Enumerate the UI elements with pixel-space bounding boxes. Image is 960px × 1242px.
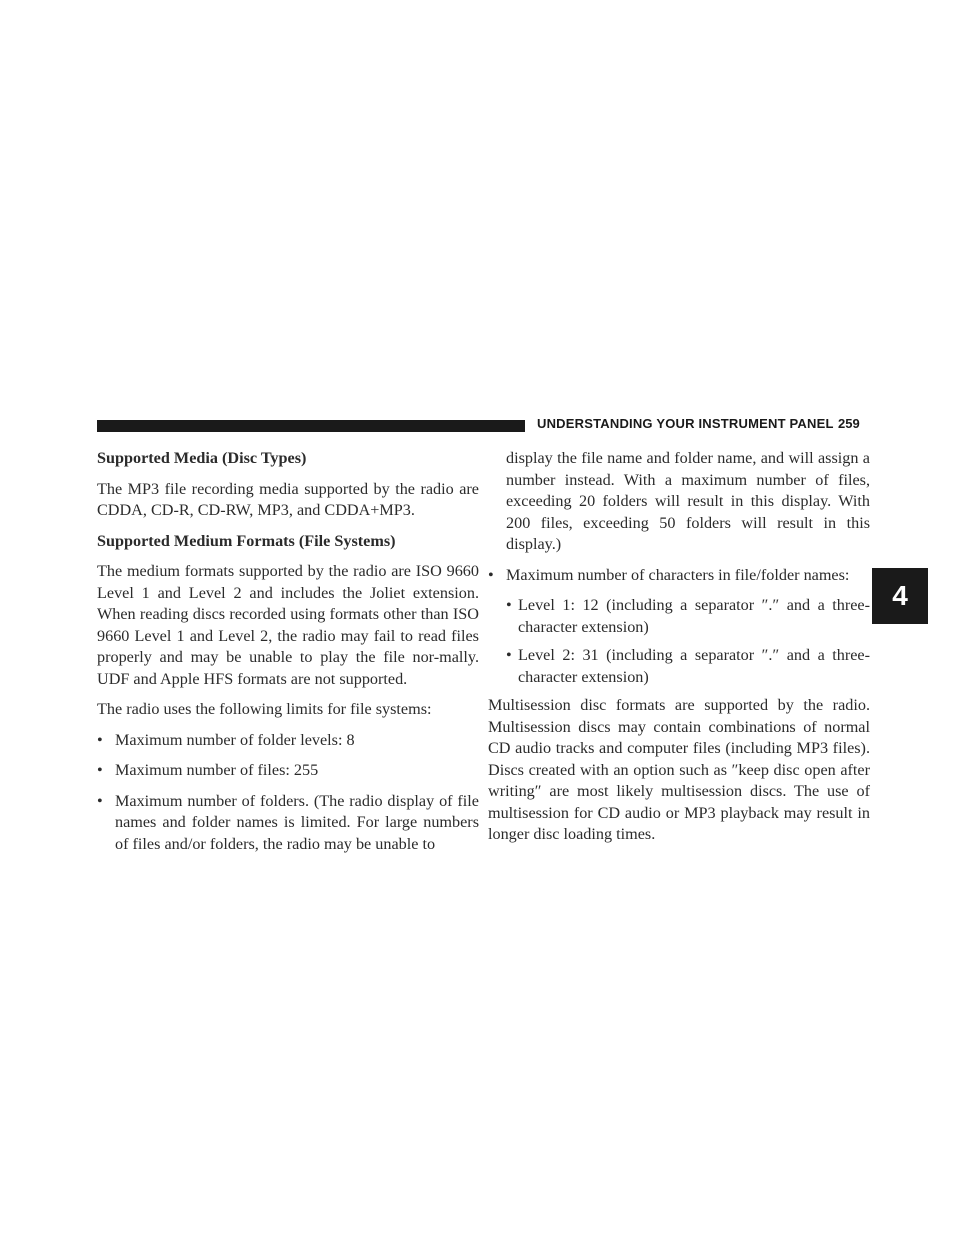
sub-list-item-text: Level 1: 12 (including a separator ″.″ and a three-character extension)	[518, 596, 870, 636]
header-bar	[97, 420, 525, 432]
bullet-continuation: display the file name and folder name, and will assign a number instead. With a maximum number of files, exceeding 20 folders will result in this display. With 200 files, exceeding 50 folders will result in this display.)	[506, 449, 870, 553]
bullet-icon: •	[488, 565, 494, 584]
sub-list-item-text: Level 2: 31 (including a separator ″.″ and a three-character extension)	[518, 646, 870, 686]
list-item	[97, 760, 479, 782]
list-item-text: Maximum number of files: 255	[115, 761, 319, 779]
para-multisession: Multisession disc formats are supported by the radio. Multisession discs may contain combinations of normal CD audio tracks and computer files (including MP3 files). Discs created with an option such as ″keep disc open after writing″ are most likely multisession discs. The use of multisession for CD audio or MP3 playback may result in longer disc loading times.	[488, 696, 870, 843]
bullet-icon: •	[97, 791, 103, 810]
list-item-text: Maximum number of folders. (The radio display of file names and folder names is limited. For large numbers of files and/or folders, the radio may be unable to	[115, 791, 479, 853]
chapter-tab: 4	[872, 568, 928, 624]
right-column	[488, 448, 870, 855]
left-column	[97, 448, 479, 864]
bullet-icon: •	[97, 761, 103, 779]
sub-list-item	[488, 645, 870, 688]
heading-disc-types: Supported Media (Disc Types)	[97, 449, 307, 467]
list-item-text: Maximum number of characters in file/folder names:	[506, 565, 850, 584]
heading-formats: Supported Medium Formats (File Systems)	[97, 531, 396, 550]
list-item-text: Maximum number of folder levels: 8	[115, 730, 355, 749]
list-item	[488, 565, 870, 587]
list-item	[97, 791, 479, 856]
header-title: UNDERSTANDING YOUR INSTRUMENT PANEL	[537, 416, 834, 431]
bullet-icon: •	[97, 730, 103, 749]
para-formats: The medium formats supported by the radio are ISO 9660 Level 1 and Level 2 and includes the Joliet extension. When reading discs recorded using formats other than ISO 9660 Level 1 and Level 2, the radio may fail to read files properly and may be unable to play the file nor-mally. UDF and Apple HFS formats are not supported.	[97, 562, 479, 688]
bullet-icon: •	[506, 646, 512, 664]
sub-list-item	[488, 595, 870, 638]
para-limits: The radio uses the following limits for file systems:	[97, 700, 432, 718]
para-disc-types: The MP3 file recording media supported by the radio are CDDA, CD-R, CD-RW, MP3, and CDDA+MP3.	[97, 479, 479, 519]
page-number: 259	[838, 416, 860, 431]
list-item	[97, 730, 479, 752]
bullet-icon: •	[506, 596, 512, 614]
